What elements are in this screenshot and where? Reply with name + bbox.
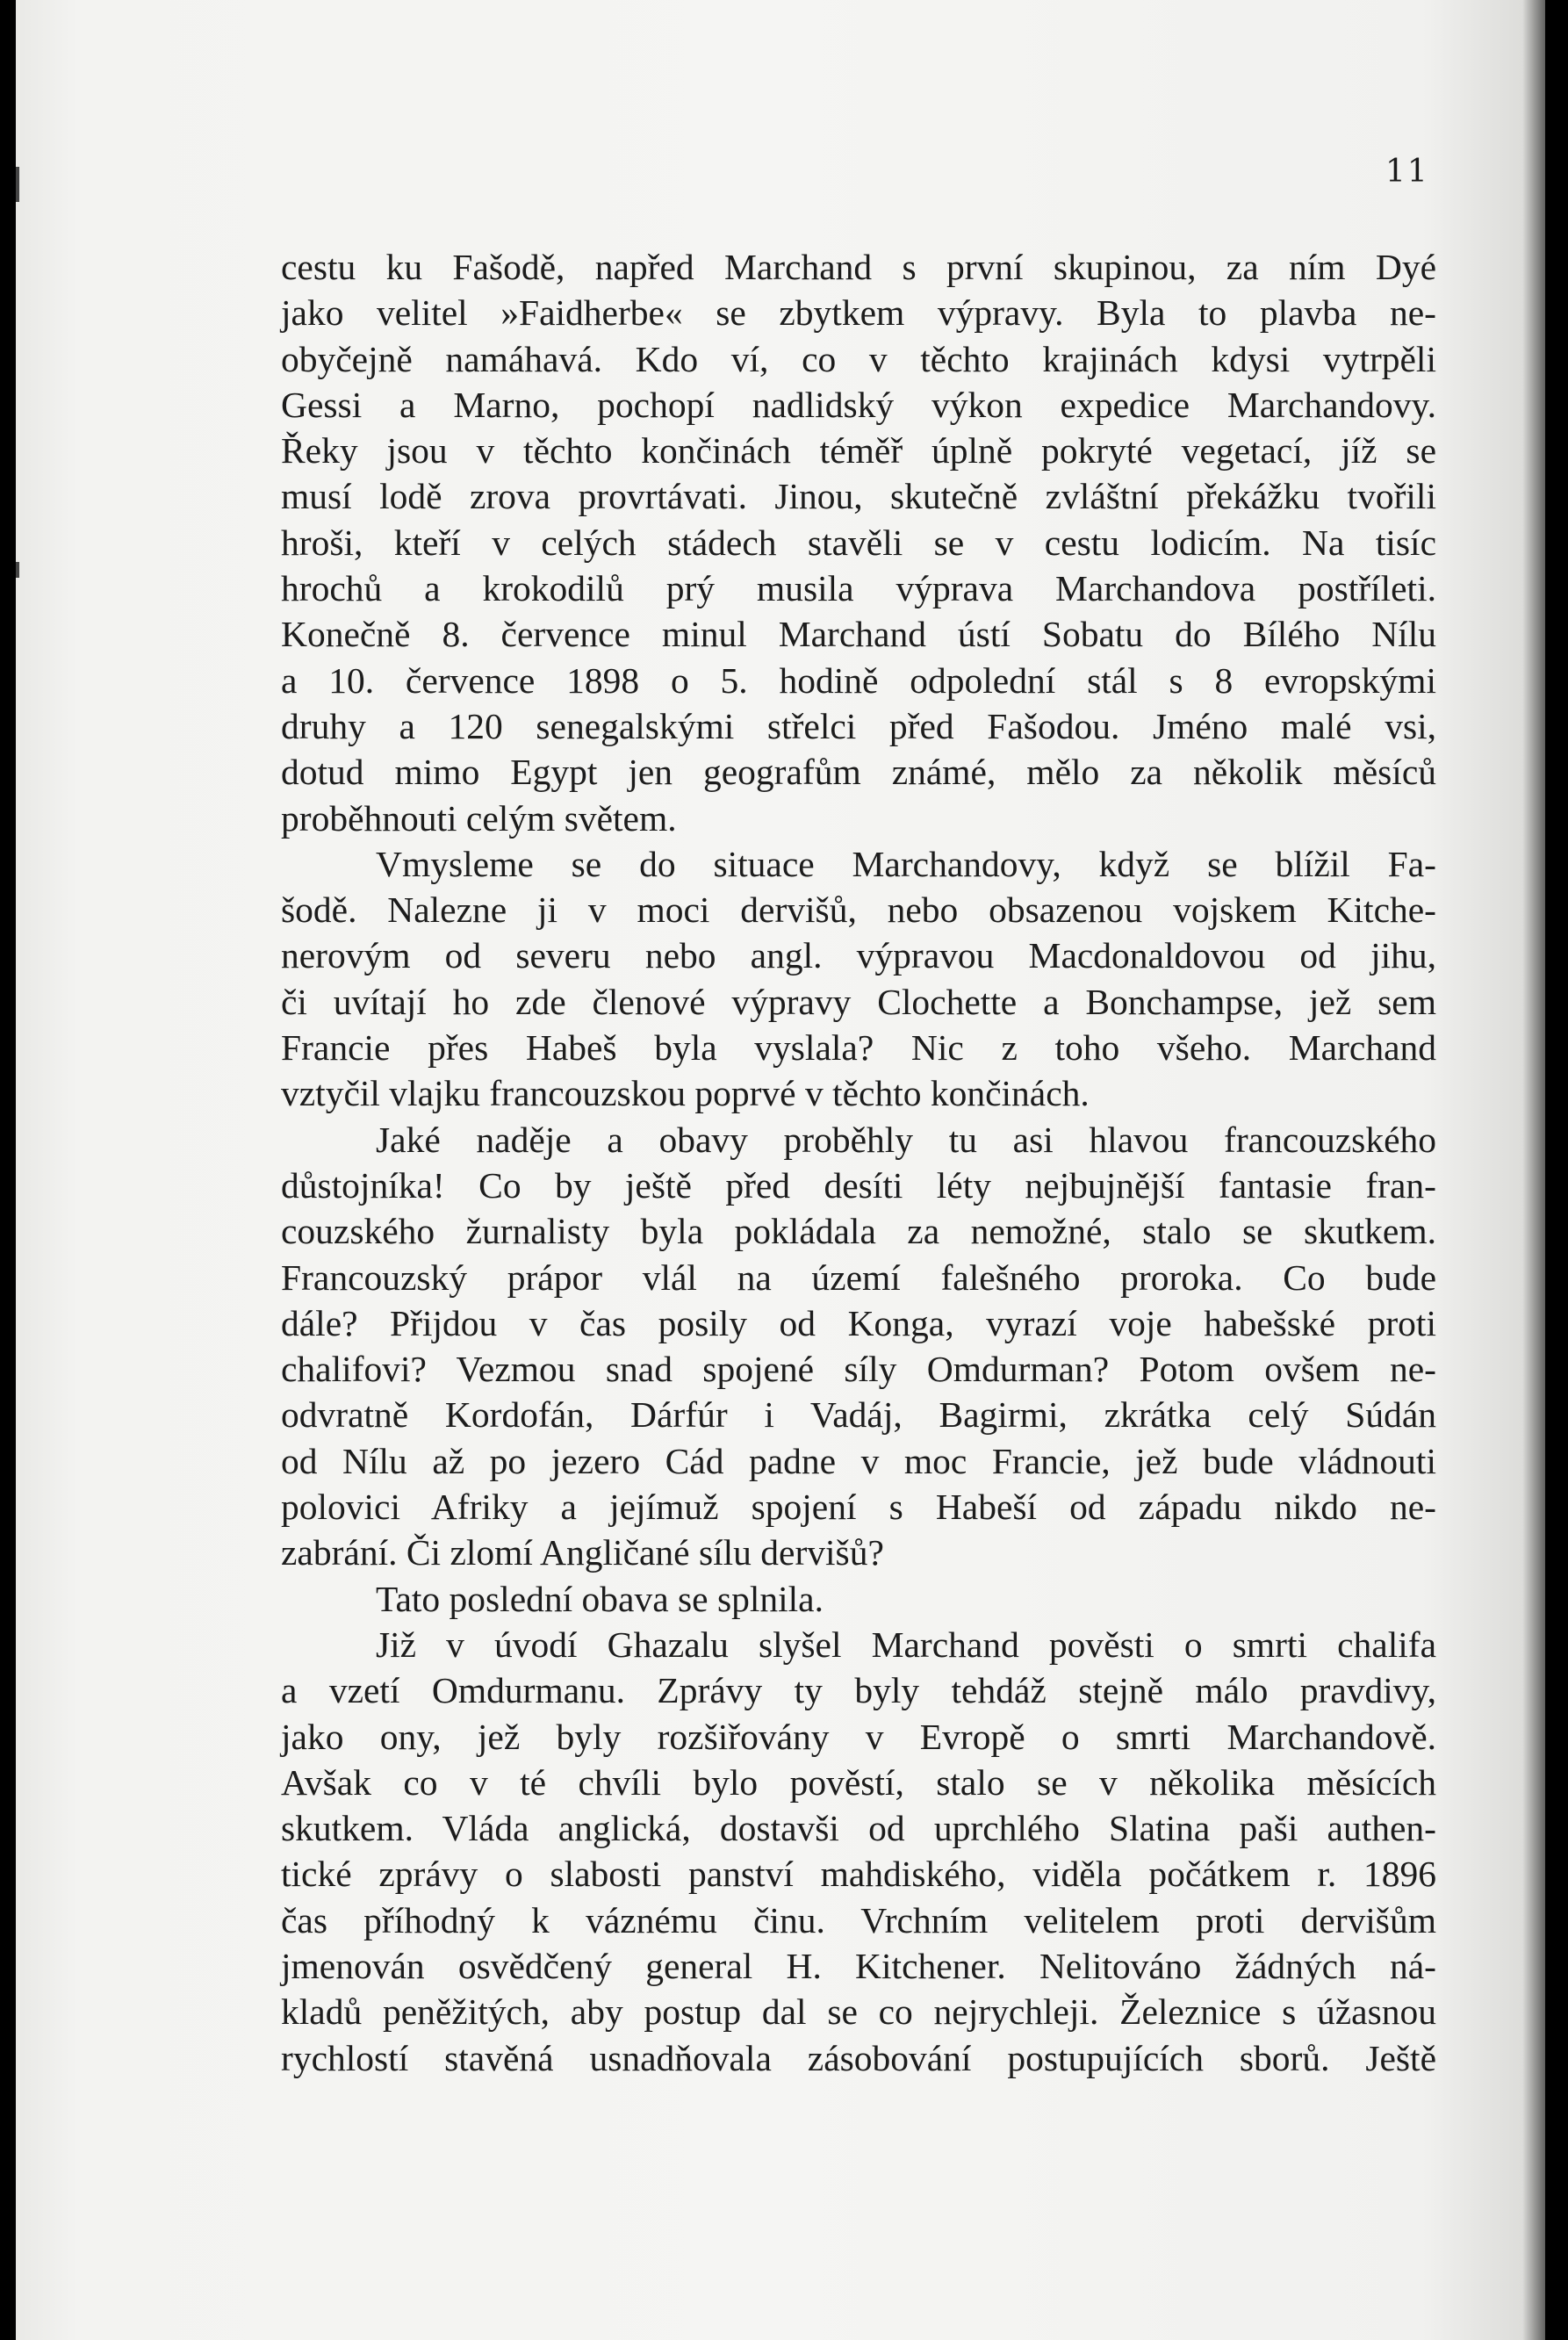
text-line: Avšak co v té chvíli bylo pověstí, stalo se v několika měsících — [281, 1761, 1436, 1803]
text-line: Francouzský prápor vlál na území falešného proroka. Co bude — [281, 1256, 1436, 1298]
text-line: rychlostí stavěná usnadňovala zásobování postupujících sborů. Ještě — [281, 2037, 1436, 2078]
text-line: vztyčil vlajku francouzskou poprvé v těchto končinách. — [281, 1073, 1090, 1114]
text-line: Tato poslední obava se splnila. — [376, 1578, 824, 1619]
text-line: Vmysleme se do situace Marchandovy, když se blížil Fa- — [376, 843, 1436, 884]
text-line: obyčejně namáhavá. Kdo ví, co v těchto krajinách kdysi vytrpěli — [281, 338, 1436, 379]
text-line: hrochů a krokodilů prý musila výprava Marchandova postříleti. — [281, 568, 1436, 609]
text-line: Řeky jsou v těchto končinách téměř úplně pokryté vegetací, jíž se — [281, 430, 1436, 472]
text-line: kladů peněžitých, aby postup dal se co nejrychleji. Železnice s úžasnou — [281, 1991, 1436, 2033]
text-line: či uvítají ho zde členové výpravy Clochette a Bonchampse, jež sem — [281, 981, 1436, 1022]
text-line: Již v úvodí Ghazalu slyšel Marchand pověsti o smrti chalifa — [376, 1624, 1436, 1665]
page-edge-shadow — [1522, 0, 1545, 2340]
text-line: druhy a 120 senegalskými střelci před Fašodou. Jméno malé vsi, — [281, 705, 1436, 746]
text-line: polovici Afriky a jejímuž spojení s Habeší od západu nikdo ne- — [281, 1487, 1436, 1528]
text-line: skutkem. Vláda anglická, dostavši od uprchlého Slatina paši authen- — [281, 1808, 1436, 1849]
text-line: jmenován osvědčený general H. Kitchener. Nelitováno žádných ná- — [281, 1945, 1436, 1986]
text-line: Francie přes Habeš byla vyslala? Nic z toho všeho. Marchand — [281, 1027, 1436, 1069]
text-line: šodě. Nalezne ji v moci dervišů, nebo obsazenou vojskem Kitche- — [281, 889, 1436, 931]
text-line: musí lodě zrova provrtávati. Jinou, skutečně zvláštní překážku tvořili — [281, 476, 1436, 517]
text-line: odvratně Kordofán, Dárfúr i Vadáj, Bagirmi, zkrátka celý Súdán — [281, 1394, 1436, 1436]
text-line: Konečně 8. července minul Marchand ústí Sobatu do Bílého Nílu — [281, 614, 1436, 655]
left-margin-mark — [16, 562, 19, 578]
text-line: dále? Přijdou v čas posily od Konga, vyrazí voje habešské proti — [281, 1302, 1436, 1343]
text-line: a 10. července 1898 o 5. hodině odpolední stál s 8 evropskými — [281, 659, 1436, 701]
text-line: a vzetí Omdurmanu. Zprávy ty byly tehdáž stejně málo pravdivy, — [281, 1670, 1436, 1711]
text-line: tické zprávy o slabosti panství mahdiského, viděla počátkem r. 1896 — [281, 1854, 1436, 1895]
text-line: jako ony, jež byly rozšiřovány v Evropě o smrti Marchandově. — [281, 1716, 1436, 1757]
text-line: cestu ku Fašodě, napřed Marchand s první skupinou, za ním Dyé — [281, 247, 1436, 287]
page-sheet — [16, 0, 1545, 2340]
text-line: jako velitel »Faidherbe« se zbytkem výpravy. Byla to plavba ne- — [281, 292, 1436, 334]
text-line: nerovým od severu nebo angl. výpravou Macdonaldovou od jihu, — [281, 935, 1436, 976]
left-margin-mark — [16, 167, 19, 202]
text-line: důstojníka! Co by ještě před desíti léty nejbujnější fantasie fran- — [281, 1164, 1436, 1206]
text-line: zabrání. Či zlomí Angličané sílu dervišů? — [281, 1532, 884, 1573]
page-content — [16, 0, 1545, 2340]
text-line: hroši, kteří v celých stádech stavěli se v cestu lodicím. Na tisíc — [281, 522, 1436, 563]
text-line: Jaké naděje a obavy proběhly tu asi hlavou francouzského — [376, 1119, 1436, 1160]
text-line: Gessi a Marno, pochopí nadlidský výkon expedice Marchandovy. — [281, 384, 1436, 425]
text-line: od Nílu až po jezero Cád padne v moc Francie, jež bude vládnouti — [281, 1440, 1436, 1481]
text-body — [281, 244, 1436, 2081]
text-line: dotud mimo Egypt jen geografům známé, mělo za několik měsíců — [281, 752, 1436, 793]
page-number: 11 — [1385, 154, 1429, 190]
text-line: proběhnouti celým světem. — [281, 797, 677, 839]
text-line: čas příhodný k váznému činu. Vrchním velitelem proti dervišům — [281, 1899, 1436, 1940]
text-line: couzského žurnalisty byla pokládala za nemožné, stalo se skutkem. — [281, 1211, 1436, 1252]
text-line: chalifovi? Vezmou snad spojené síly Omdurman? Potom ovšem ne- — [281, 1349, 1436, 1390]
